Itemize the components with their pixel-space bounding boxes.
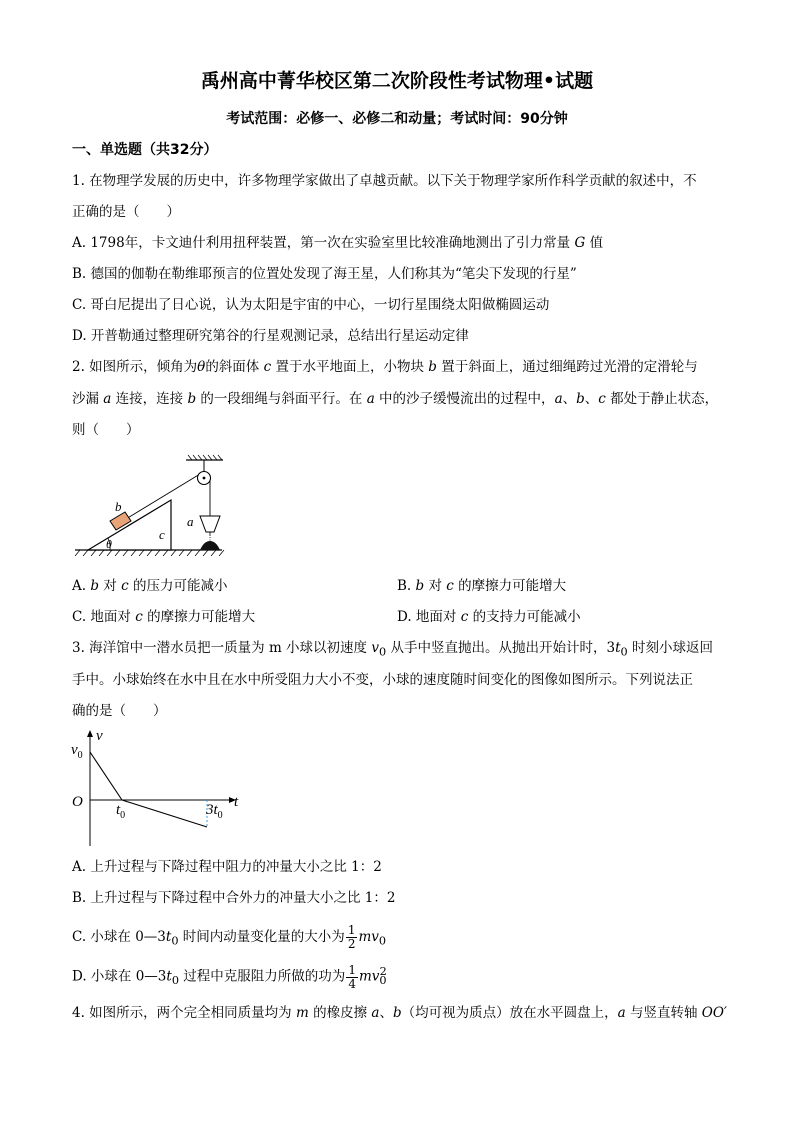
- incline-c: [88, 500, 171, 550]
- velocity-up: [90, 752, 122, 800]
- q2-stem-cont: 沙漏 a 连接，连接 b 的一段细绳与斜面平行。在 a 中的沙子缓慢流出的过程中，a、b、c 都处于静止状态，: [72, 391, 719, 407]
- q3-option-a: A. 上升过程与下降过程中阻力的冲量大小之比 1：2: [72, 859, 382, 875]
- q3-stem-end: 确的是（ ）: [72, 703, 167, 719]
- q2-stem: 2. 如图所示，倾角为θ的斜面体 c 置于水平地面上，小物块 b 置于斜面上，通过细绳跨过光滑的定滑轮与: [72, 359, 698, 375]
- q3-vt-graph: [70, 728, 250, 848]
- q1-stem: 1. 在物理学发展的历史中，许多物理学家做出了卓越贡献。以下关于物理学家所作科学贡献的叙述中，不: [72, 173, 697, 189]
- v-axis-arrow: [87, 730, 93, 737]
- sand-funnel-a: [200, 516, 220, 532]
- q4-stem: 4. 如图所示，两个完全相同质量均为 m 的橡皮擦 a、b（均可视为质点）放在水平圆盘上，a 与竖直转轴 OO′: [72, 1005, 727, 1021]
- page-title: 禹州高中菁华校区第二次阶段性考试物理•试题: [200, 70, 594, 92]
- q3-stem-cont: 手中。小球始终在水中且在水中所受阻力大小不变，小球的速度随时间变化的图像如图所示。下列说法正: [72, 672, 693, 688]
- v0-label: $v_0$: [71, 742, 83, 761]
- q2-option-c: C. 地面对 c 的摩擦力可能增大: [72, 609, 256, 625]
- q2-option-d: D. 地面对 c 的支持力可能减小: [397, 609, 581, 625]
- q1-option-b: B. 德国的伽勒在勒维耶预言的位置处发现了海王星，人们称其为“笔尖下发现的行星”: [72, 266, 577, 282]
- q3-stem: 3. 海洋馆中一潜水员把一质量为 m 小球以初速度 $v_0$ 从手中竖直抛出。从抛出开始计时，$3t_0$ 时刻小球返回: [72, 640, 713, 659]
- t0-label: $t_0$: [116, 802, 126, 821]
- label-theta: θ: [106, 537, 112, 551]
- q2-option-a: A. b 对 c 的压力可能减小: [72, 578, 228, 594]
- page-subtitle: 考试范围：必修一、必修二和动量；考试时间：90分钟: [226, 111, 568, 127]
- q3-option-d: D. 小球在 $0—3t_0$ 过程中克服阻力所做的功为 $\frac{1}{4}$ $mv_0^2$: [72, 962, 387, 991]
- ceiling-hatch: [188, 455, 222, 460]
- label-a: a: [187, 514, 194, 529]
- fraction-one-quarter: $\frac{1}{4}$: [348, 962, 356, 991]
- q1-option-a: A. 1798年，卡文迪什利用扭秤装置，第一次在实验室里比较准确地测出了引力常量 G 值: [72, 235, 604, 251]
- sand-pile: [200, 541, 220, 550]
- q2-stem-end: 则（ ）: [72, 422, 140, 438]
- origin-label: O: [72, 794, 83, 810]
- fraction-one-half: $\frac{1}{2}$: [347, 923, 356, 951]
- axis-label-t: t: [234, 794, 239, 810]
- pulley-axle: [203, 477, 206, 480]
- q1-stem-cont: 正确的是（ ）: [72, 204, 180, 220]
- three-t0-label: $3t_0$: [206, 802, 223, 821]
- q1-option-c: C. 哥白尼提出了日心说，认为太阳是宇宙的中心，一切行星围绕太阳做椭圆运动: [72, 297, 550, 313]
- q3-option-c: C. 小球在 $0—3t_0$ 时间内动量变化量的大小为 $\frac{1}{2}$ $mv_0$: [72, 923, 387, 951]
- q3-option-b: B. 上升过程与下降过程中合外力的冲量大小之比 1：2: [72, 890, 396, 906]
- section-heading: 一、单选题（共32分）: [72, 142, 218, 158]
- label-b: b: [115, 499, 122, 514]
- q1-option-d: D. 开普勒通过整理研究第谷的行星观测记录，总结出行星运动定律: [72, 328, 469, 344]
- q2-figure: [72, 448, 237, 566]
- label-c: c: [159, 527, 165, 542]
- axis-label-v: v: [96, 728, 103, 744]
- ground-hatch: [75, 550, 224, 556]
- velocity-down: [122, 800, 207, 827]
- q2-option-b: B. b 对 c 的摩擦力可能增大: [397, 578, 567, 594]
